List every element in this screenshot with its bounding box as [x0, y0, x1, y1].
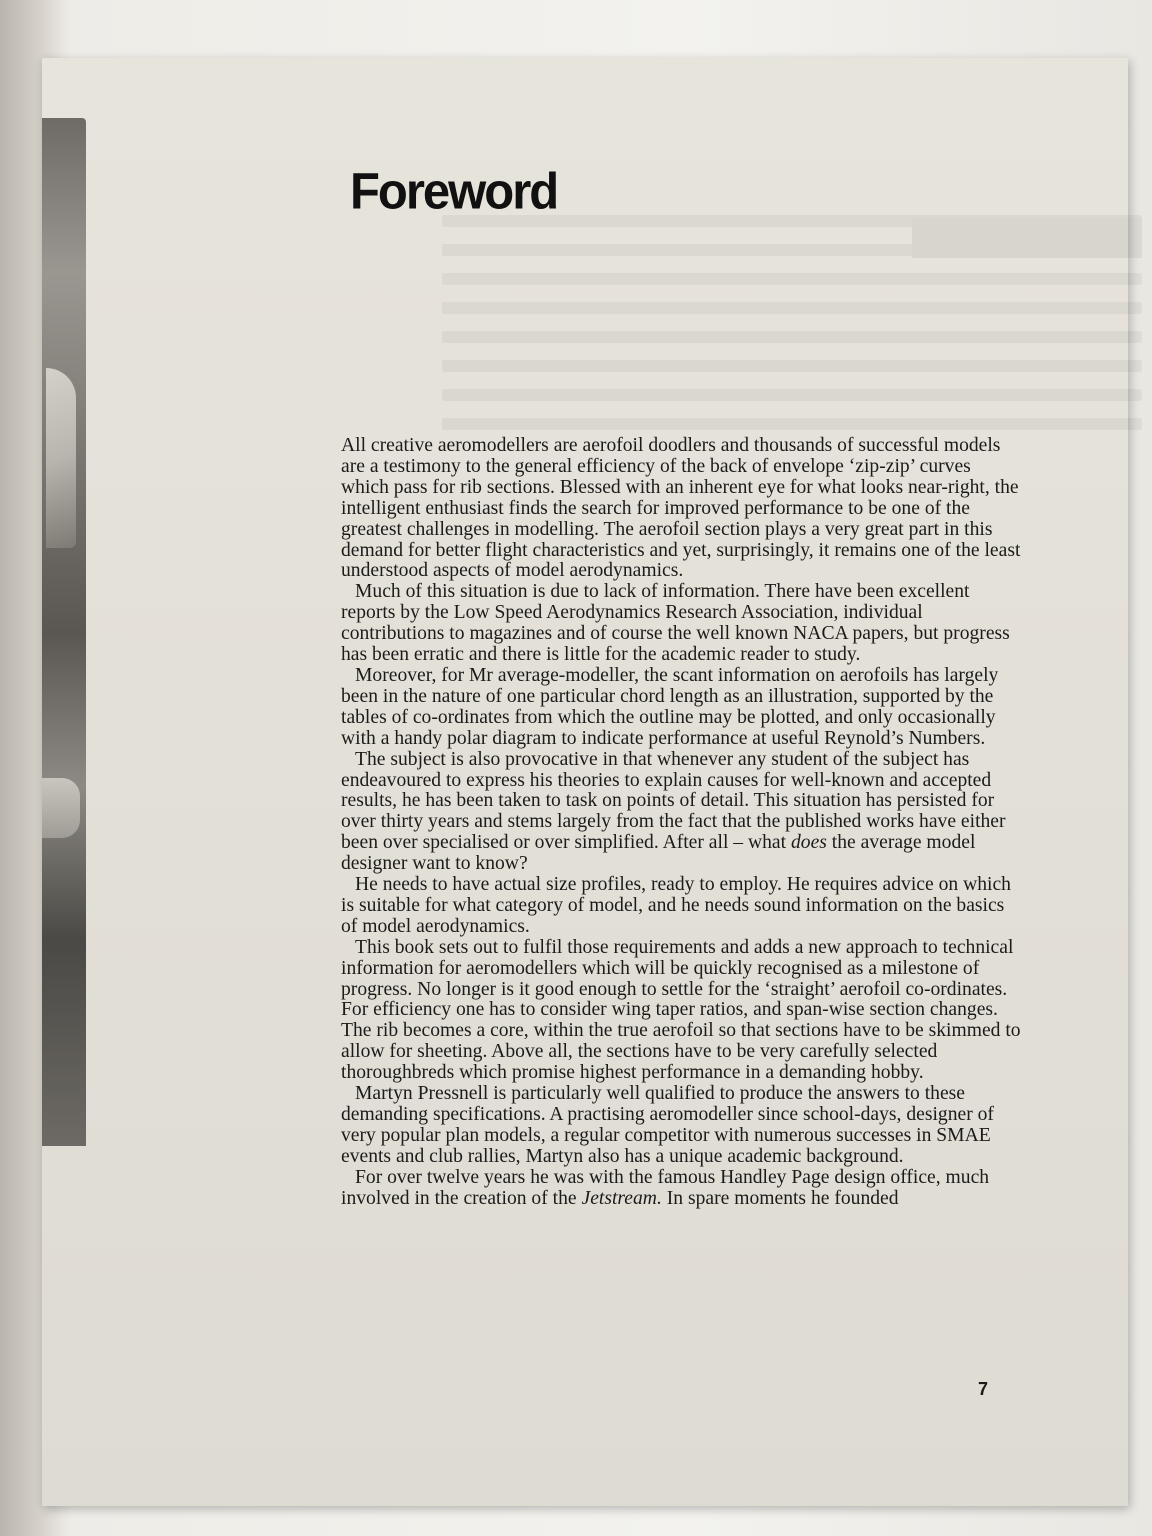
foreword-body: [341, 436, 1023, 1210]
show-through-title: [912, 218, 1142, 258]
facing-page-photo: [42, 118, 86, 1146]
italic-text: does: [790, 832, 827, 854]
paragraph-text: Much of this situation is due to lack of information. There have been excellent reports by the Low Speed Aerodynamics Research Association, individual contributions to magazines and of course the well known NACA papers, but progress has been erratic and there is little for the academic reader to study.: [341, 581, 1010, 666]
paragraph: [341, 436, 1023, 582]
paragraph: [341, 750, 1023, 875]
paragraph-text: Moreover, for Mr average-modeller, the scant information on aerofoils has largely been in the nature of one particular chord length as an illustration, supported by the tables of co-ordinates from which the outline may be plotted, and only occasionally with a handy polar diagram to indicate performance at useful Reynold’s Numbers.: [341, 664, 999, 749]
paragraph-text: For over twelve years he was with the famous Handley Page design office, much involved in the creation of the: [341, 1166, 990, 1209]
paragraph-text: In spare moments he founded: [661, 1187, 899, 1209]
show-through-line: [442, 418, 1142, 430]
show-through-line: [442, 360, 1142, 372]
paragraph-text: He needs to have actual size profiles, ready to employ. He requires advice on which is suitable for what category of model, and he needs sound information on the basics of model aerodynamics.: [341, 874, 1011, 937]
paragraph: [341, 582, 1023, 666]
paragraph: [341, 938, 1023, 1084]
paragraph: [341, 875, 1023, 938]
photo-detail: [42, 778, 80, 838]
paragraph-text: The subject is also provocative in that whenever any student of the subject has endeavoured to express his theories to explain causes for well-known and accepted results, he has been taken to task on points of detail. This situation has persisted for over thirty years and stems largely from the fact that the published works have either been over specialised or over simplified. After all – what: [341, 748, 1006, 854]
paragraph: [341, 1084, 1023, 1168]
page-number: 7: [978, 1379, 989, 1399]
italic-text: Jetstream.: [581, 1187, 662, 1209]
paragraph-text: Martyn Pressnell is particularly well qualified to produce the answers to these demanding specifications. A practising aeromodeller since school-days, designer of very popular plan models, a regular competitor with numerous successes in SMAE events and club rallies, Martyn also has a unique academic background.: [341, 1083, 994, 1167]
show-through-line: [442, 389, 1142, 401]
show-through-line: [442, 302, 1142, 314]
page-title: Foreword: [350, 163, 558, 221]
show-through-line: [442, 273, 1142, 285]
show-through-line: [442, 331, 1142, 343]
paragraph-text: the average model designer want to know?: [341, 832, 976, 875]
paragraph: [341, 666, 1023, 750]
paragraph-text: All creative aeromodellers are aerofoil doodlers and thousands of successful models are a testimony to the general efficiency of the back of envelope ‘zip-zip’ curves which pass for rib sections. Blessed with an inherent eye for what looks near-right, the intelligent enthusiast finds the search for improved performance to be one of the greatest challenges in modelling. The aerofoil section plays a very great part in this demand for better flight characteristics and yet, surprisingly, it remains one of the least understood aspects of model aerodynamics.: [341, 435, 1021, 582]
paragraph-text: This book sets out to fulfil those requirements and adds a new approach to technical information for aeromodellers which will be quickly recognised as a milestone of progress. No longer is it good enough to settle for the ‘straight’ aerofoil co-ordinates. For efficiency one has to consider wing taper ratios, and span-wise section changes. The rib becomes a core, within the true aerofoil so that sections have to be skimmed to allow for sheeting. Above all, the sections have to be very carefully selected thoroughbreds which promise highest performance in a demanding hobby.: [341, 936, 1021, 1084]
photo-detail: [46, 368, 76, 548]
paragraph: [341, 1168, 1023, 1210]
